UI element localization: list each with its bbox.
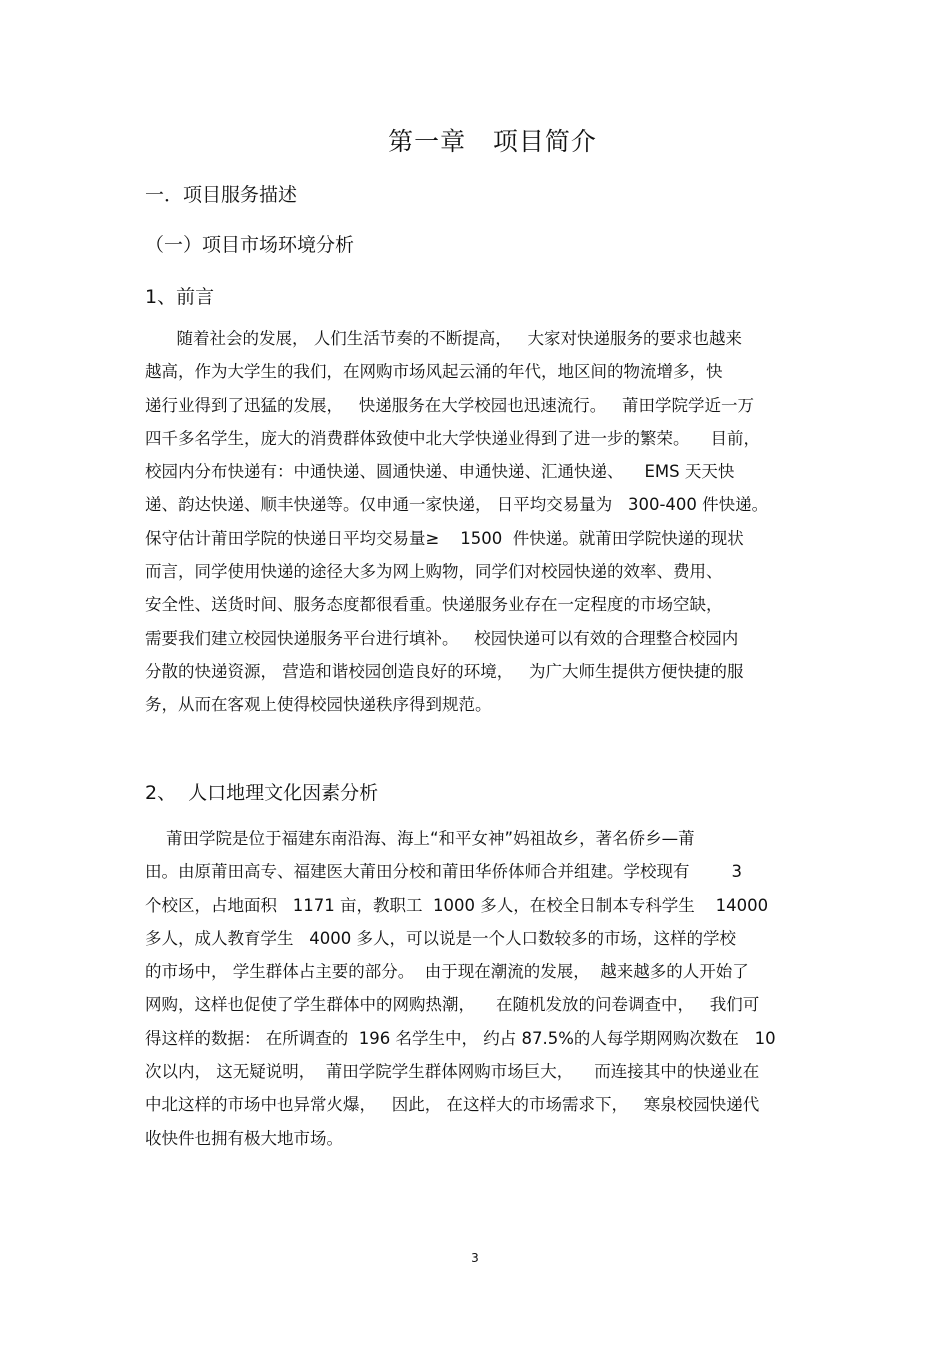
paragraph-line: 保守估计莆田学院的快递日平均交易量≥ 1500 件快递。就莆田学院快递的现状 — [145, 528, 744, 548]
paragraph-line: 中北这样的市场中也异常火爆， 因此， 在这样大的市场需求下， 寒泉校园快递代 — [145, 1095, 760, 1115]
paragraph-line: 网购，这样也促使了学生群体中的网购热潮， 在随机发放的问卷调查中， 我们可 — [145, 995, 760, 1015]
paragraph-line: 的市场中， 学生群体占主要的部分。 由于现在潮流的发展， 越来越多的人开始了 — [145, 962, 749, 982]
paragraph-line: 递、韵达快递、顺丰快递等。仅申通一家快递， 日平均交易量为 300-400 件快递。 — [145, 495, 769, 515]
chapter-title: 第一章 项目简介 — [388, 127, 597, 156]
paragraph-line: 越高，作为大学生的我们，在网购市场风起云涌的年代，地区间的物流增多，快 — [145, 362, 723, 382]
subsection-heading-population-analysis: 2、 人口地理文化因素分析 — [145, 782, 379, 804]
paragraph-line: 分散的快递资源， 营造和谐校园创造良好的环境， 为广大师生提供方便快捷的服 — [145, 661, 744, 681]
paragraph-line: 四千多名学生，庞大的消费群体致使中北大学快递业得到了进一步的繁荣。 目前， — [145, 428, 760, 448]
paragraph-line: 安全性、送货时间、服务态度都很看重。快递服务业存在一定程度的市场空缺， — [145, 595, 723, 615]
paragraph-population-analysis — [145, 822, 810, 1155]
page-number: 3 — [471, 1251, 479, 1265]
paragraph-line: 务，从而在客观上使得校园快递秩序得到规范。 — [145, 695, 492, 715]
paragraph-line: 次以内， 这无疑说明， 莆田学院学生群体网购市场巨大， 而连接其中的快递业在 — [145, 1062, 760, 1082]
paragraph-line: 递行业得到了迅猛的发展， 快递服务在大学校园也迅速流行。 莆田学院学近一万 — [145, 395, 754, 415]
paragraph-line: 田。由原莆田高专、福建医大莆田分校和莆田华侨体师合并组建。学校现有 3 — [145, 862, 742, 882]
paragraph-line: 需要我们建立校园快递服务平台进行填补。 校园快递可以有效的合理整合校园内 — [145, 628, 739, 648]
paragraph-line: 个校区，占地面积 1171 亩，教职工 1000 多人，在校全日制本专科学生 14000 — [145, 895, 769, 915]
paragraph-line: 莆田学院是位于福建东南沿海、海上“和平女神”妈祖故乡，著名侨乡—莆 — [145, 829, 695, 848]
paragraph-line: 随着社会的发展， 人们生活节奏的不断提高， 大家对快递服务的要求也越来 — [145, 329, 742, 348]
paragraph-line: 得这样的数据： 在所调查的 196 名学生中， 约占 87.5%的人每学期网购次数在 10 — [145, 1028, 776, 1048]
paragraph-line: 校园内分布快递有：中通快递、圆通快递、申通快递、汇通快递、 EMS 天天快 — [145, 462, 735, 482]
paragraph-line: 多人，成人教育学生 4000 多人，可以说是一个人口数较多的市场，这样的学校 — [145, 928, 736, 948]
subsection-heading-preface: 1、前言 — [145, 286, 215, 308]
subsection-heading-market-environment: （一）项目市场环境分析 — [145, 234, 355, 256]
paragraph-line: 收快件也拥有极大地市场。 — [145, 1128, 343, 1148]
section-heading-service-description: 一．项目服务描述 — [145, 184, 298, 206]
paragraph-line: 而言，同学使用快递的途径大多为网上购物，同学们对校园快递的效率、费用、 — [145, 562, 723, 582]
paragraph-preface — [145, 322, 810, 722]
